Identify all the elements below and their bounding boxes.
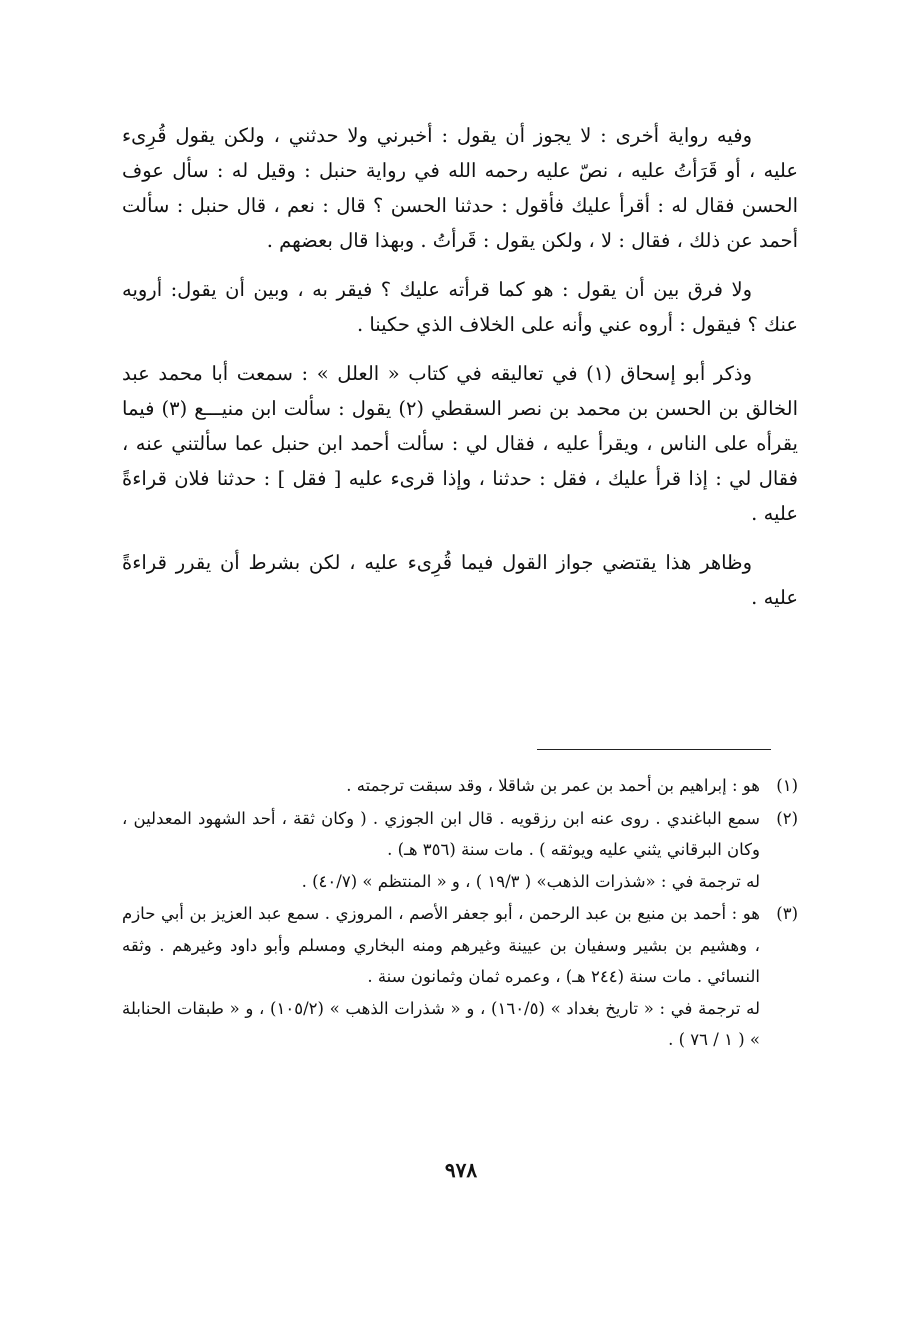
footnote-body <box>122 898 760 1056</box>
footnote-text: سمع الباغندي . روى عنه ابن رزقويه . قال ابن الجوزي . ( وكان ثقة ، أحد الشهود المعدلين ، وكان البرقاني يثني عليه ويوثقه ) . مات سنة (٣٥٦ هـ) . <box>122 808 760 859</box>
footnote-number: (٢) <box>776 808 798 828</box>
footnote-number: (٣) <box>776 904 798 923</box>
footnote-text: هو : إبراهيم بن أحمد بن عمر بن شاقلا ، وقد سبقت ترجمته . <box>346 776 760 795</box>
main-text-body <box>122 118 798 629</box>
footnote-3 <box>122 898 798 1056</box>
footnote-reference: له ترجمة في : «شذرات الذهب» ( ١٩/٣ ) ، و « المنتظم » (٤٠/٧) . <box>301 871 760 891</box>
paragraph-4: وظاهر هذا يقتضي جواز القول فيما قُرِىء عليه ، لكن بشرط أن يقرر قراءةً عليه . <box>122 551 798 609</box>
footnote-number: (١) <box>776 776 798 795</box>
footnote-divider <box>537 749 771 750</box>
page-number: ٩٧٨ <box>444 1158 478 1182</box>
footnote-2 <box>122 803 798 898</box>
paragraph-1: وفيه رواية أخرى : لا يجوز أن يقول : أخبرني ولا حدثني ، ولكن يقول قُرِىء عليه ، أو قَرَأتُ عليه ، نصّ عليه رحمه الله في رواية حنبل : وقيل له : سأل عوف الحسن فقال له : أقرأ عليك فأقول : حدثنا الحسن ؟ قال : نعم ، قال حنبل : سألت أحمد عن ذلك ، فقال : لا ، ولكن يقول : قَرأتُ . وبهذا قال بعضهم . <box>122 124 798 252</box>
paragraph-2: ولا فرق بين أن يقول : هو كما قرأته عليك ؟ فيقر به ، وبين أن يقول: أرويه عنك ؟ فيقول : أروه عني وأنه على الخلاف الذي حكينا . <box>122 278 798 336</box>
footnote-1 <box>122 770 798 802</box>
paragraph-3: وذكر أبو إسحاق (١) في تعاليقه في كتاب « العلل » : سمعت أبا محمد عبد الخالق بن الحسن بن محمد بن نصر السقطي (٢) يقول : سألت ابن منيـــع (٣) فيما يقرأه على الناس ، ويقرأ عليه ، فقال لي : سألت أحمد ابن حنبل عما سألتني عنه ، فقال لي : إذا قرأ عليك ، فقل : حدثنا ، وإذا قرىء عليه [ فقل ] : حدثنا فلان قراءةً عليه . <box>122 362 798 525</box>
footnote-reference: له ترجمة في : « تاريخ بغداد » (١٦٠/٥) ، و « شذرات الذهب » (١٠٥/٢) ، و « طبقات الحنابلة » ( ١ / ٧٦ ) . <box>122 998 760 1049</box>
footnotes-section <box>122 770 798 1057</box>
footnote-text: هو : أحمد بن منيع بن عبد الرحمن ، أبو جعفر الأصم ، المروزي . سمع عبد العزيز بن أبي حازم ، وهشيم بن بشير وسفيان بن عيينة وغيرهم ومنه البخاري ومسلم وأبو داود وغيرهم . وثقه النسائي . مات سنة (٢٤٤ هـ) ، وعمره ثمان وثمانون سنة . <box>122 904 760 986</box>
footnote-body <box>122 770 760 802</box>
footnote-body <box>122 803 760 898</box>
